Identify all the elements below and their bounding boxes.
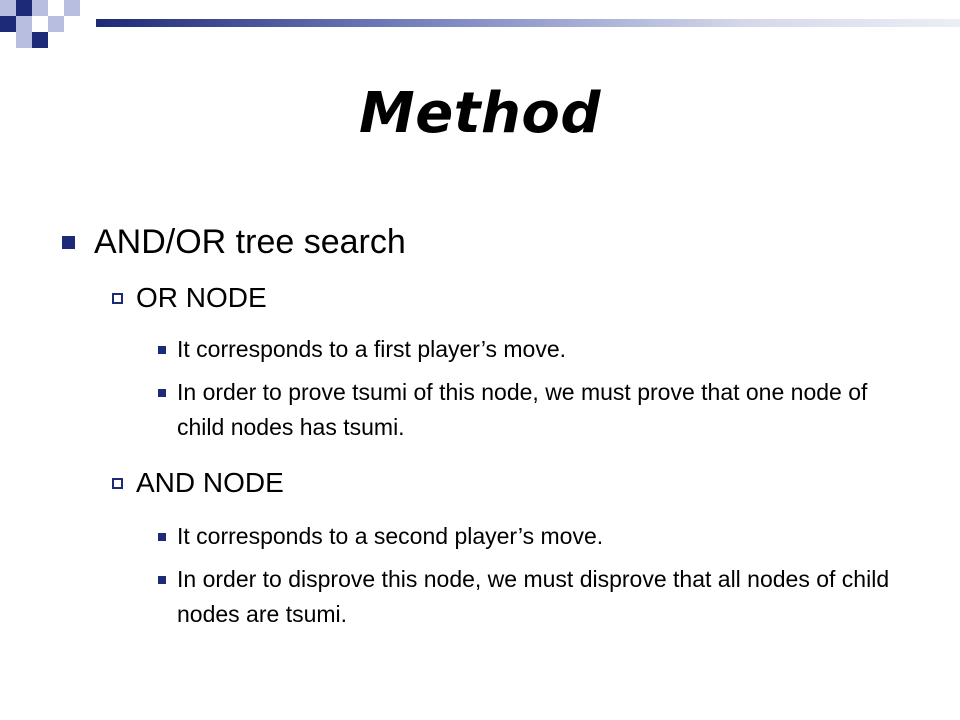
or-node-label: OR NODE	[136, 282, 267, 313]
small-filled-square-bullet-icon	[158, 346, 166, 354]
decor-square-icon	[16, 0, 32, 16]
and-node-label: AND NODE	[136, 467, 284, 498]
hollow-square-bullet-icon	[112, 293, 123, 304]
header-gradient-bar	[96, 19, 960, 27]
small-filled-square-bullet-icon	[158, 576, 166, 584]
small-filled-square-bullet-icon	[158, 389, 166, 397]
decor-square-icon	[32, 0, 48, 16]
small-filled-square-bullet-icon	[158, 533, 166, 541]
filled-square-bullet-icon	[62, 236, 75, 249]
or-node-point: In order to prove tsumi of this node, we must prove that one node of child nodes has tsumi.	[177, 379, 868, 440]
and-node-point: It corresponds to a second player’s move.	[177, 523, 604, 549]
decor-square-icon	[16, 16, 32, 32]
hollow-square-bullet-icon	[112, 478, 123, 489]
slide-title: Method	[359, 81, 601, 146]
decor-square-icon	[0, 16, 16, 32]
or-node-point: It corresponds to a first player’s move.	[177, 336, 567, 362]
decor-square-icon	[32, 32, 48, 48]
and-node-point: In order to disprove this node, we must disprove that all nodes of child nodes are tsumi.	[177, 566, 890, 627]
decor-square-icon	[64, 0, 80, 16]
decor-square-icon	[0, 0, 16, 16]
bullet-level1-text: AND/OR tree search	[94, 223, 406, 261]
decor-square-icon	[16, 32, 32, 48]
decor-square-icon	[48, 16, 64, 32]
